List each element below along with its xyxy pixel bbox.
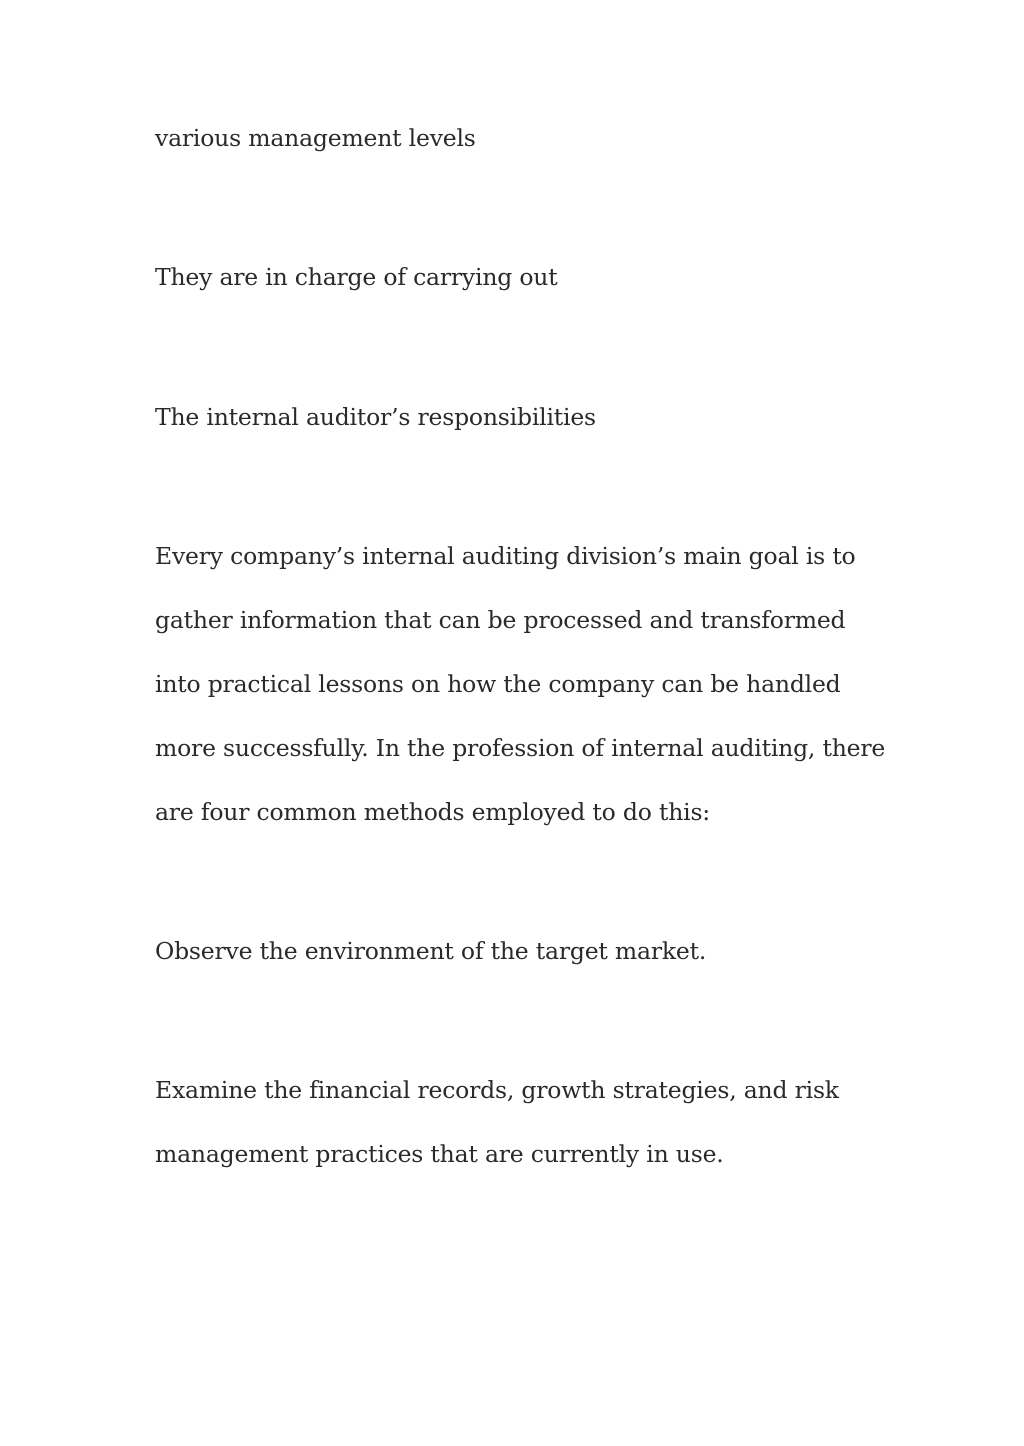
paragraph-line: Every company’s internal auditing division’s main goal is to [155, 542, 856, 570]
text-line-paragraph: They are in charge of carrying out [155, 263, 558, 291]
paragraph-line: gather information that can be processed and transformed [155, 606, 846, 634]
section-heading: The internal auditor’s responsibilities [155, 403, 596, 431]
paragraph-line: into practical lessons on how the company can be handled [155, 670, 841, 698]
paragraph-line: are four common methods employed to do this: [155, 798, 711, 826]
list-item-continuation: management practices that are currently in use. [155, 1140, 724, 1168]
list-item: Examine the financial records, growth strategies, and risk [155, 1076, 839, 1104]
list-item: Observe the environment of the target market. [155, 937, 707, 965]
paragraph-line: more successfully. In the profession of internal auditing, there [155, 734, 886, 762]
text-line-fragment: various management levels [155, 124, 476, 152]
